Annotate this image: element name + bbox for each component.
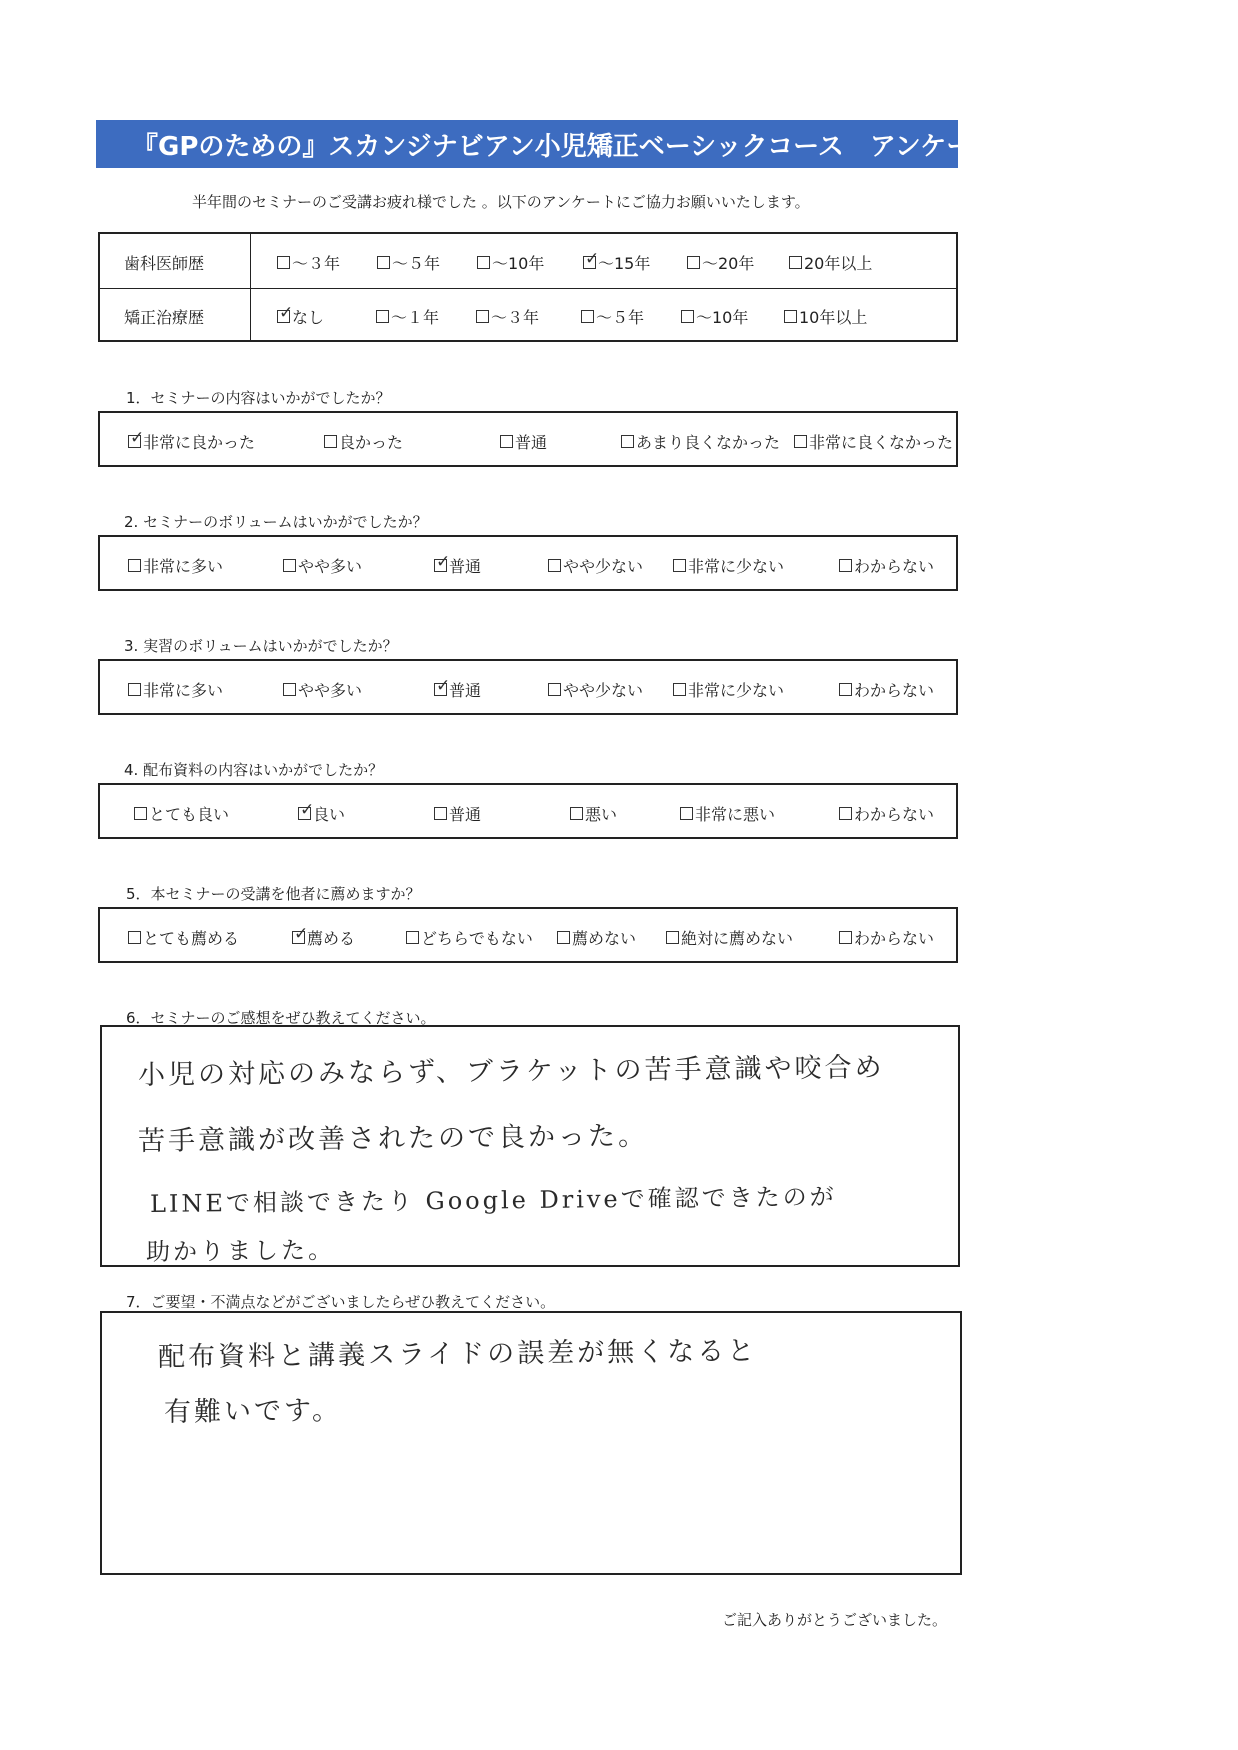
option-checkbox[interactable]: [376, 305, 439, 328]
option-label: ～３年: [491, 308, 540, 327]
option-checkbox[interactable]: [434, 802, 481, 825]
checkbox-icon[interactable]: [621, 435, 634, 448]
checkbox-icon[interactable]: [376, 310, 389, 323]
checkbox-icon[interactable]: [581, 310, 594, 323]
checkbox-icon[interactable]: [128, 683, 141, 696]
option-checkbox[interactable]: [666, 926, 793, 949]
option-checkbox[interactable]: [557, 926, 636, 949]
check-mark-icon: ✓: [436, 552, 451, 572]
checkbox-icon[interactable]: [500, 435, 513, 448]
checkbox-icon[interactable]: [784, 310, 797, 323]
checkbox-icon[interactable]: [298, 800, 315, 820]
option-checkbox[interactable]: [277, 251, 340, 274]
option-label: 非常に悪い: [695, 805, 776, 824]
row-label: 矯正治療歴: [124, 308, 205, 327]
checkbox-icon[interactable]: [283, 559, 296, 572]
option-label: やや多い: [298, 681, 363, 700]
column-divider: [250, 288, 251, 342]
option-checkbox[interactable]: [128, 678, 223, 701]
option-checkbox[interactable]: [839, 678, 934, 701]
option-label: 非常に少ない: [688, 681, 785, 700]
checkbox-icon[interactable]: [283, 683, 296, 696]
option-label: 10年以上: [799, 308, 868, 327]
check-mark-icon: ✓: [300, 800, 315, 820]
option-checkbox[interactable]: [292, 926, 355, 949]
column-divider: [250, 234, 251, 288]
checkbox-icon[interactable]: [548, 559, 561, 572]
check-mark-icon: ✓: [294, 924, 309, 944]
option-label: ～20年: [702, 254, 755, 273]
handwritten-line: 苦手意識が改善されたので良かった。: [137, 1120, 649, 1157]
checkbox-icon[interactable]: [839, 559, 852, 572]
option-checkbox[interactable]: [681, 305, 748, 328]
question-7-title: 7．ご要望・不満点などがございましたらぜひ教えてください。: [126, 1293, 556, 1311]
option-checkbox[interactable]: [548, 554, 643, 577]
option-label: 非常に少ない: [688, 557, 785, 576]
question-6-title: 6．セミナーのご感想をぜひ教えてください。: [126, 1009, 436, 1027]
option-label: やや多い: [298, 557, 363, 576]
option-label: とても薦める: [143, 929, 240, 948]
question-4-options: [98, 783, 958, 839]
question-2-title: 2. セミナーのボリュームはいかがでしたか？: [124, 513, 428, 531]
checkbox-icon[interactable]: [673, 683, 686, 696]
option-checkbox[interactable]: [434, 554, 481, 577]
option-label: 良かった: [339, 433, 404, 452]
checkbox-icon[interactable]: [570, 807, 583, 820]
option-label: 絶対に薦めない: [681, 929, 794, 948]
option-checkbox[interactable]: [784, 305, 867, 328]
checkbox-icon[interactable]: [477, 256, 490, 269]
checkbox-icon[interactable]: [583, 249, 600, 269]
question-3-options: [98, 659, 958, 715]
option-checkbox[interactable]: [298, 802, 345, 825]
option-label: とても良い: [149, 805, 230, 824]
checkbox-icon[interactable]: [434, 676, 451, 696]
check-mark-icon: ✓: [436, 676, 451, 696]
option-checkbox[interactable]: [548, 678, 643, 701]
option-checkbox[interactable]: [128, 554, 223, 577]
option-label: あまり良くなかった: [636, 433, 781, 452]
option-label: 非常に多い: [143, 557, 224, 576]
option-label: 非常に多い: [143, 681, 224, 700]
survey-title: 『GPのための』スカンジナビアン小児矯正ベーシックコース アンケート: [132, 131, 999, 162]
dentist-experience-row: [100, 234, 956, 289]
option-label: 薦めない: [572, 929, 637, 948]
impressions-textarea[interactable]: [100, 1025, 960, 1267]
option-label: わからない: [854, 681, 935, 700]
question-5-title: 5．本セミナーの受講を他者に薦めますか？: [126, 885, 421, 903]
requests-textarea[interactable]: [100, 1311, 962, 1575]
option-checkbox[interactable]: [377, 251, 440, 274]
question-3-title: 3. 実習のボリュームはいかがでしたか？: [124, 637, 398, 655]
option-label: 普通: [449, 681, 482, 700]
checkbox-icon[interactable]: [277, 303, 294, 323]
option-label: やや少ない: [563, 557, 644, 576]
option-checkbox[interactable]: [277, 305, 324, 328]
checkbox-icon[interactable]: [839, 683, 852, 696]
checkbox-icon[interactable]: [292, 924, 309, 944]
option-checkbox[interactable]: [283, 554, 362, 577]
option-checkbox[interactable]: [434, 678, 481, 701]
option-checkbox[interactable]: [789, 251, 872, 274]
checkbox-icon[interactable]: [680, 807, 693, 820]
option-label: 普通: [515, 433, 548, 452]
ortho-experience-row: [100, 288, 956, 342]
checkbox-icon[interactable]: [128, 931, 141, 944]
checkbox-icon[interactable]: [789, 256, 802, 269]
option-checkbox[interactable]: [476, 305, 539, 328]
checkbox-icon[interactable]: [476, 310, 489, 323]
handwritten-line: 配布資料と講義スライドの誤差が無くなると: [157, 1335, 758, 1373]
option-label: 非常に良かった: [143, 433, 256, 452]
option-checkbox[interactable]: [283, 678, 362, 701]
checkbox-icon[interactable]: [673, 559, 686, 572]
option-label: 悪い: [585, 805, 618, 824]
question-5-options: [98, 907, 958, 963]
option-label: なし: [292, 308, 325, 327]
closing-message: ご記入ありがとうございました。: [722, 1611, 948, 1629]
checkbox-icon[interactable]: [134, 807, 147, 820]
intro-text: 半年間のセミナーのご受講お疲れ様でした 。以下のアンケートにご協力お願いいたします。: [192, 193, 810, 211]
experience-table: [98, 232, 958, 342]
checkbox-icon[interactable]: [128, 559, 141, 572]
option-checkbox[interactable]: [680, 802, 775, 825]
option-checkbox[interactable]: [570, 802, 617, 825]
checkbox-icon[interactable]: [434, 807, 447, 820]
checkbox-icon[interactable]: [794, 435, 807, 448]
option-label: わからない: [854, 805, 935, 824]
option-checkbox[interactable]: [134, 802, 229, 825]
question-2-options: [98, 535, 958, 591]
option-label: 普通: [449, 805, 482, 824]
handwritten-line: 助かりました。: [145, 1236, 336, 1266]
option-checkbox[interactable]: [406, 926, 533, 949]
option-checkbox[interactable]: [794, 430, 953, 453]
checkbox-icon[interactable]: [128, 428, 145, 448]
option-checkbox[interactable]: [128, 430, 255, 453]
option-label: ～10年: [696, 308, 749, 327]
option-label: ～５年: [392, 254, 441, 273]
checkbox-icon[interactable]: [406, 931, 419, 944]
checkbox-icon[interactable]: [324, 435, 337, 448]
option-checkbox[interactable]: [500, 430, 547, 453]
option-checkbox[interactable]: [839, 802, 934, 825]
survey-title-banner: [96, 120, 999, 168]
option-checkbox[interactable]: [128, 926, 239, 949]
checkbox-icon[interactable]: [839, 807, 852, 820]
option-label: やや少ない: [563, 681, 644, 700]
option-checkbox[interactable]: [839, 926, 934, 949]
row-label: 歯科医師歴: [124, 254, 205, 273]
option-label: ～３年: [292, 254, 341, 273]
checkbox-icon[interactable]: [687, 256, 700, 269]
option-label: ～５年: [596, 308, 645, 327]
checkbox-icon[interactable]: [434, 552, 451, 572]
option-label: 普通: [449, 557, 482, 576]
option-label: どちらでもない: [421, 929, 533, 948]
option-label: 非常に良くなかった: [809, 433, 954, 452]
option-label: わからない: [854, 929, 935, 948]
handwritten-line: 小児の対応のみならず、ブラケットの苦手意識や咬合め: [137, 1052, 885, 1091]
option-label: ～１年: [391, 308, 440, 327]
check-mark-icon: ✓: [130, 428, 145, 448]
option-label: 20年以上: [804, 254, 873, 273]
question-1-title: 1．セミナーの内容はいかがでしたか？: [126, 389, 391, 407]
question-1-options: [98, 411, 958, 467]
option-checkbox[interactable]: [581, 305, 644, 328]
handwritten-line: 有難いです。: [163, 1395, 343, 1428]
option-label: わからない: [854, 557, 935, 576]
check-mark-icon: ✓: [279, 303, 294, 323]
checkbox-icon[interactable]: [681, 310, 694, 323]
option-checkbox[interactable]: [324, 430, 403, 453]
option-label: 良い: [313, 805, 346, 824]
checkbox-icon[interactable]: [277, 256, 290, 269]
option-checkbox[interactable]: [621, 430, 780, 453]
option-label: ～15年: [598, 254, 651, 273]
option-checkbox[interactable]: [583, 251, 650, 274]
checkbox-icon[interactable]: [557, 931, 570, 944]
option-checkbox[interactable]: [839, 554, 934, 577]
check-mark-icon: ✓: [585, 249, 600, 269]
option-checkbox[interactable]: [477, 251, 544, 274]
checkbox-icon[interactable]: [839, 931, 852, 944]
handwritten-line: LINEで相談できたり Google Driveで確認できたのが: [149, 1182, 837, 1218]
option-label: ～10年: [492, 254, 545, 273]
option-label: 薦める: [307, 929, 356, 948]
option-checkbox[interactable]: [673, 678, 784, 701]
checkbox-icon[interactable]: [377, 256, 390, 269]
option-checkbox[interactable]: [687, 251, 754, 274]
option-checkbox[interactable]: [673, 554, 784, 577]
checkbox-icon[interactable]: [548, 683, 561, 696]
checkbox-icon[interactable]: [666, 931, 679, 944]
question-4-title: 4. 配布資料の内容はいかがでしたか？: [124, 761, 384, 779]
